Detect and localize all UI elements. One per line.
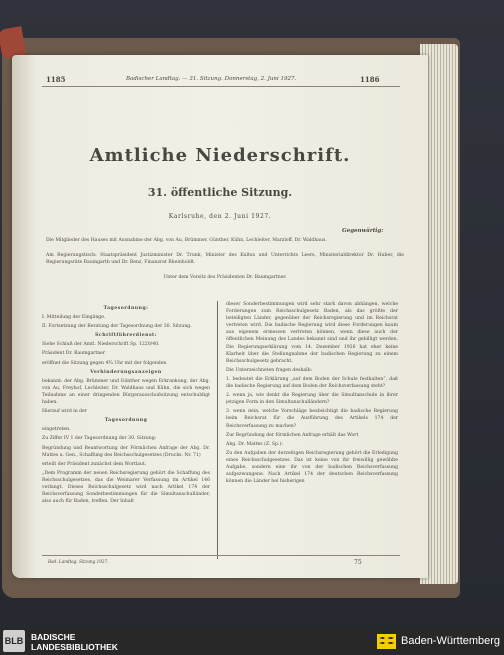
left-column-paragraph: Zu Ziffer IV 1 der Tagesordnung der 30. Sitzung: [42, 436, 157, 442]
left-column-paragraph: Siehe Schluß der Amtl. Niederschrift Sp. 1220/40. [42, 342, 160, 348]
right-column-paragraph: Die Unterzeichneten fragen deshalb: [226, 367, 313, 373]
chair-line: Unter dem Vorsitz des Präsidenten Dr. Baumgartner. [163, 275, 287, 280]
footer-rule [42, 555, 400, 556]
left-column-paragraph: II. Fortsetzung der Beratung der Tagesordnung der 30. Sitzung. [42, 324, 192, 330]
left-column-heading: Schriftführerdienst: [95, 333, 157, 339]
blb-logo[interactable]: BLB [3, 630, 25, 652]
government-paragraph: Am Regierungstisch: Staatspräsident Justizminister Dr. Trunk, Minister des Kultus und Unterrichts Leers, Ministerialdirektor Dr. Huber, die Regierungsräte Baumgarth und Dr. Benz, Finanzrat Rheinholdt. [46, 253, 404, 265]
library-name[interactable] [31, 632, 118, 652]
session-heading: 31. öffentliche Sitzung. [147, 186, 293, 199]
page-footer-number: 75 [354, 559, 362, 566]
page-footer-note: Bad. Landtag. Sitzung 1927. [48, 559, 109, 564]
right-column [226, 301, 398, 553]
running-head: Badischer Landtag. — 31. Sitzung. Donnerstag, 2. Juni 1927. [126, 76, 297, 82]
right-column-paragraph: 2. wenn ja, wie denkt die Regierung über die Simultanschule in ihrer jetzigen Form in den Simultanschulländern? [226, 393, 398, 406]
right-column-paragraph: 3. wenn nein, welche Vorschläge beabsichtigt die badische Regierung beim Reichsrat für die Ausführung des Artikels 174 der Reichsverfassung zu machen? [226, 409, 398, 429]
left-column-paragraph: bekannt: der Abg. Brümmer und Günther wegen Erkrankung, der Abg. von Au, Freyhof, Lechleiter, Dr. Waldhaus und Kühn, die sich wegen Teilnahme an einer dringenden Bürgerausschußsitzung entschuldigt haben. [42, 378, 210, 406]
state-name[interactable]: Baden-Württemberg [401, 635, 501, 647]
column-divider [217, 301, 218, 559]
date-line: Karlsruhe, den 2. Juni 1927. [168, 213, 272, 220]
header-rule [42, 86, 400, 87]
left-page-number: 1185 [46, 75, 66, 84]
left-column-paragraph: Begründung und Beantwortung der Förmlichen Anfrage der Abg. Dr. Mattes u. Gen., Schaffung des Reichsschulgesetzes (Drucks. Nr. 71) [42, 445, 210, 458]
left-column-paragraph: I. Mitteilung der Eingänge. [42, 315, 106, 321]
library-name-line1: BADISCHE [31, 632, 76, 642]
right-column-paragraph: Zur Begründung der förmlichen Anfrage erhält das Wort [226, 432, 359, 438]
left-column-paragraph: eingetreten. [42, 427, 71, 433]
right-column-paragraph: dieser Sonderbestimmungen wird sehr stark davon abhängen, welche Forderungen zum Reichsschulgesetz Baden, als das größte der beteiligten Länder, gegenüber der Reichsregierung und im Reichsrat vertreten wird. Die badische Regierung wird diese Forderungen kaum aus eigenem ermessen vertreten können, wenn diese auch der öffentlichen Meinung des Landes bekannt sind und ihr gebilligt werden. Die Regierungserklärung vom 14. Dezember 1926 hat eher keine Klarheit über die Stellungnahme der badischen Regierung zu einem Reichsschulgesetz gebracht. [226, 302, 398, 364]
baden-wuerttemberg-crest-icon [377, 634, 396, 649]
left-column-paragraph: erteilt der Präsident zunächst dem Wortlaut. [42, 461, 147, 467]
right-column-paragraph: Zu den Aufgaben der derzeitigen Reichsregierung gehört die Erledigung eines Reichsschulgesetzes. Das ist keine von ihr freiwillig gewählte Aufgabe, sondern eine ihr von der badischen Reichsverfassung aufgezwungene. Nach Artikel 174 der deutschen Reichsverfassung können die Länder bei bisherigen [226, 450, 398, 485]
present-label: Gegenwärtig: [342, 228, 384, 234]
right-column-paragraph: 1. bedeutet die Erklärung „auf dem Boden der Schule festhalten“, daß die badische Regierung auf dem Boden der Reichsverfassung steht? [226, 376, 398, 390]
library-name-line2: LANDESBIBLIOTHEK [31, 642, 118, 652]
left-column-heading: Verhinderungsanzeigen [90, 369, 162, 375]
right-page-number: 1186 [360, 75, 380, 84]
members-paragraph: Die Mitglieder des Hauses mit Ausnahme der Abg. von Au, Brümmer, Günther, Kühn, Lechleiter, Marzloff, Dr. Waldhaus. [46, 238, 327, 243]
document-page [12, 55, 428, 578]
left-column-heading: Tagesordnung: [103, 306, 149, 311]
left-column-heading: Tagesordnung [104, 418, 148, 424]
right-column-paragraph: Abg. Dr. Mattes (Z. Sp.): [226, 441, 283, 447]
left-column-paragraph: Präsident Dr. Baumgartner [42, 351, 106, 357]
viewer-footer-bar [0, 627, 504, 655]
left-column-paragraph: eröffnet die Sitzung gegen 4¾ Uhr mit der folgenden [42, 360, 167, 366]
left-column-paragraph: „Dem Programm der neuen Reichsregierung gehört die Schaffung des Reichsschulgesetzes, das die Weimarer Verfassung im Artikel 146 verlangt. Dieses Reichsschulgesetz wird nach Artikel 174 der Reichsverfassung Sonderbestimmungen für die Simultanschulländer, also auch für Baden, treffen. Der Inhalt [42, 470, 210, 505]
left-column [42, 305, 210, 553]
page-title: Amtliche Niederschrift. [89, 145, 351, 166]
left-column-paragraph: Hierauf wird in der [42, 409, 87, 415]
